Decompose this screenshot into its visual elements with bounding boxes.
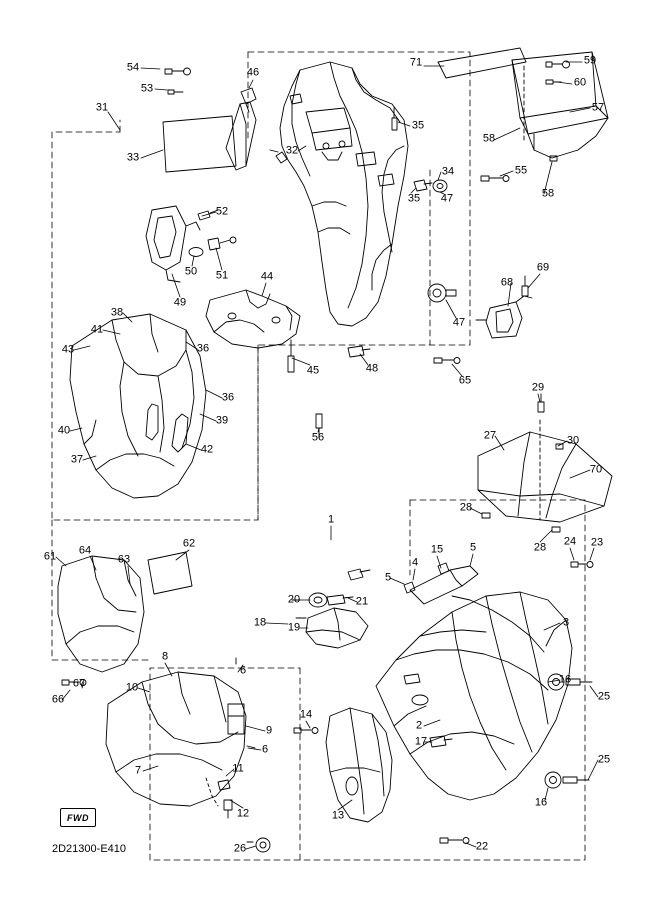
callout-number: 47	[440, 192, 454, 205]
callout-number: 65	[458, 374, 472, 387]
callout-number: 12	[236, 807, 250, 820]
callout-number: 68	[500, 276, 514, 289]
callout-number: 6	[239, 664, 247, 677]
callout-number: 53	[140, 82, 154, 95]
callout-number: 50	[184, 265, 198, 278]
callout-number: 4	[411, 556, 419, 569]
callout-number: 15	[430, 543, 444, 556]
callout-number: 38	[110, 306, 124, 319]
callout-number: 42	[200, 443, 214, 456]
callout-number: 66	[51, 693, 65, 706]
callout-number: 32	[285, 144, 299, 157]
callout-number: 2	[415, 719, 423, 732]
callout-number: 6	[261, 743, 269, 756]
callout-number: 45	[306, 364, 320, 377]
callout-number: 8	[161, 650, 169, 663]
callout-number: 26	[233, 842, 247, 855]
callout-number: 70	[589, 463, 603, 476]
callout-number: 19	[287, 621, 301, 634]
fwd-label: FWD	[67, 812, 89, 823]
callout-number: 62	[182, 537, 196, 550]
callout-number: 57	[591, 101, 605, 114]
callout-number: 69	[536, 261, 550, 274]
callout-number: 52	[215, 205, 229, 218]
callout-number: 18	[253, 616, 267, 629]
callout-number: 10	[125, 681, 139, 694]
callout-number: 40	[57, 424, 71, 437]
callout-number: 20	[287, 593, 301, 606]
fwd-direction-badge	[60, 808, 96, 827]
callout-number: 36	[196, 342, 210, 355]
callout-number: 30	[566, 434, 580, 447]
callout-number: 5	[469, 541, 477, 554]
callout-number: 47	[452, 316, 466, 329]
callout-number: 7	[134, 764, 142, 777]
callout-number: 43	[61, 343, 75, 356]
callout-number: 9	[265, 724, 273, 737]
callout-number: 64	[78, 544, 92, 557]
callout-number: 51	[215, 269, 229, 282]
callout-number: 55	[514, 164, 528, 177]
callout-number: 44	[260, 270, 274, 283]
callout-number: 49	[173, 296, 187, 309]
callout-number: 63	[117, 553, 131, 566]
callout-number: 46	[246, 66, 260, 79]
callout-number: 21	[355, 595, 369, 608]
callout-number: 41	[90, 323, 104, 336]
callout-number: 35	[407, 192, 421, 205]
callout-number: 5	[384, 571, 392, 584]
callout-number: 17	[414, 735, 428, 748]
callout-number: 29	[531, 381, 545, 394]
callout-number: 34	[441, 165, 455, 178]
callout-number: 11	[232, 762, 244, 775]
callout-number: 1	[327, 513, 335, 526]
callout-number: 16	[558, 673, 572, 686]
callout-number: 58	[541, 187, 555, 200]
callout-number: 58	[482, 132, 496, 145]
callout-number: 54	[126, 61, 140, 74]
callout-number: 25	[597, 753, 611, 766]
callout-number: 56	[311, 431, 325, 444]
callout-number: 13	[331, 809, 345, 822]
callout-number: 60	[573, 76, 587, 89]
callout-number: 24	[563, 535, 577, 548]
callout-number: 28	[459, 501, 473, 514]
callout-number: 28	[533, 541, 547, 554]
callout-number: 67	[72, 677, 86, 690]
callout-number: 61	[43, 550, 57, 563]
callout-number: 39	[215, 414, 229, 427]
callout-number: 14	[299, 708, 313, 721]
callout-number: 3	[562, 616, 570, 629]
callout-number: 16	[534, 796, 548, 809]
callout-number: 22	[475, 840, 489, 853]
callout-number: 37	[70, 453, 84, 466]
part-code-label: 2D21300-E410	[52, 843, 127, 855]
callout-number: 35	[411, 119, 425, 132]
callout-number: 25	[597, 690, 611, 703]
callout-number: 71	[409, 56, 423, 69]
callout-number: 33	[126, 151, 140, 164]
callout-number: 31	[95, 101, 109, 114]
callout-number: 27	[483, 429, 497, 442]
callout-number: 59	[583, 54, 597, 67]
callout-number: 48	[365, 362, 379, 375]
callout-number: 36	[221, 391, 235, 404]
callout-number: 23	[590, 536, 604, 549]
